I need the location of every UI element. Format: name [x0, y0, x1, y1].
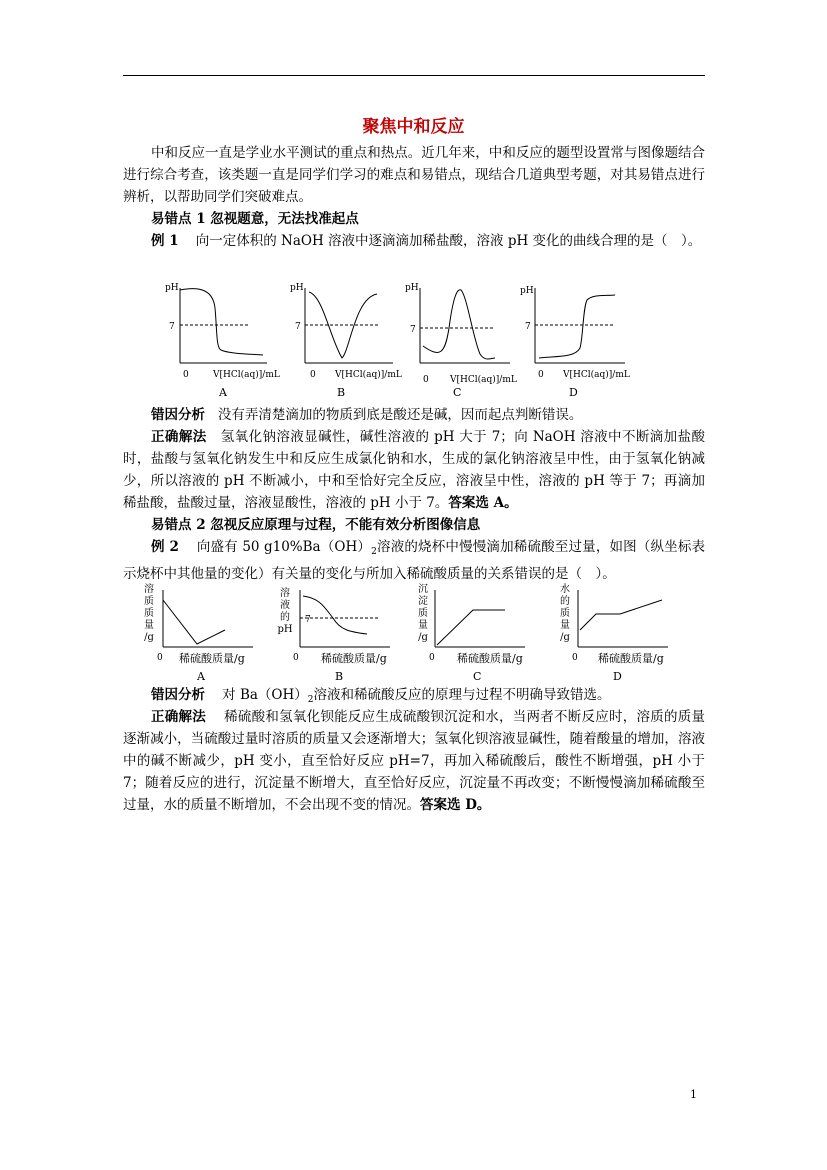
example2-text-post: 溶液的烧杯中慢慢滴加稀硫酸至过量，如图（纵坐标表示烧杯中其他量的变化）有关量的变化与所加入稀硫酸质量的关系错误的是（ ）。: [123, 539, 706, 582]
example2-graphs: [135, 580, 695, 684]
example1-paragraph: [123, 230, 705, 252]
graphD-ylabel: pH: [520, 286, 534, 296]
graphA-letter: A: [219, 386, 227, 399]
graphC-letter: C: [453, 386, 462, 399]
solution1-label: 正确解法: [151, 429, 207, 445]
graphB-seven: 7: [295, 322, 301, 332]
graphD-origin: 0: [538, 370, 544, 380]
graphD2-letter: D: [613, 670, 622, 683]
graphB-origin: 0: [310, 370, 316, 380]
example2-text-pre: 向盛有 50 g10%Ba（OH）: [196, 539, 372, 555]
analysis2-subscript: 2: [307, 695, 314, 705]
example1-graphs: [155, 278, 655, 400]
graphA-xlabel: V[HCl(aq)]/mL: [213, 370, 280, 380]
graphB2-ylabel-3: 的: [280, 612, 290, 623]
graphB2-seven: 7: [305, 615, 311, 625]
graphA2-ylabel-5: /g: [144, 632, 154, 643]
graphB2-ylabel-1: 溶: [280, 588, 290, 599]
graphD-letter: D: [569, 386, 578, 399]
graphA2-xlabel: 稀硫酸质量/g: [179, 652, 245, 665]
page-title: 聚焦中和反应: [362, 117, 465, 137]
graphB2-origin: 0: [293, 653, 299, 663]
graphA2-ylabel-4: 量: [144, 620, 154, 631]
example2-subscript: 2: [371, 547, 377, 557]
graphD2-ylabel-3: 质: [560, 608, 570, 619]
solution2-paragraph: [123, 706, 705, 816]
example1-label: 例 1: [151, 233, 179, 249]
intro-paragraph: 中和反应一直是学业水平测试的重点和热点。近几年来，中和反应的题型设置常与图像题结合进行综合考查，该类题一直是同学们学习的难点和易错点，现结合几道典型考题，对其易错点进行辨析，以帮助同学们突破难点。: [123, 145, 705, 205]
graphA-ylabel: pH: [165, 283, 179, 293]
graphC2-letter: C: [473, 670, 482, 683]
header-rule: [123, 75, 705, 76]
graphD2-ylabel-5: /g: [560, 632, 570, 643]
analysis2-text-pre: 对 Ba（OH）: [222, 687, 308, 703]
solution1-paragraph: [123, 426, 705, 514]
graphD-seven: 7: [525, 322, 531, 332]
graphB2-ylabel-4: pH: [277, 624, 293, 635]
section1-heading: 易错点 1 忽视题意，无法找准起点: [151, 211, 359, 227]
solution2-label: 正确解法: [151, 709, 206, 725]
graphD-xlabel: V[HCl(aq)]/mL: [563, 370, 630, 380]
answer1: 答案选 A。: [448, 495, 518, 511]
example2-paragraph: [123, 536, 705, 585]
analysis1-label: 错因分析: [151, 407, 205, 423]
analysis2-label: 错因分析: [151, 687, 205, 703]
section2-heading: 易错点 2 忽视反应原理与过程，不能有效分析图像信息: [151, 517, 481, 533]
graphB2-ylabel-2: 液: [280, 600, 290, 611]
graphC-xlabel: V[HCl(aq)]/mL: [450, 375, 517, 385]
graphA-seven: 7: [169, 322, 175, 332]
graphB-ylabel: pH: [290, 283, 304, 293]
graphC2-ylabel-4: 量: [418, 620, 428, 631]
graphD2-ylabel-4: 量: [560, 620, 570, 631]
graphA2-origin: 0: [157, 653, 163, 663]
graphC-ylabel: pH: [405, 283, 419, 293]
page-number: 1: [690, 1088, 697, 1101]
graphD2-ylabel-2: 的: [560, 596, 570, 607]
example1-text: 向一定体积的 NaOH 溶液中逐滴滴加稀盐酸，溶液 pH 变化的曲线合理的是（ ）。: [195, 233, 702, 249]
graphC2-ylabel-3: 质: [418, 608, 428, 619]
analysis1-paragraph: [123, 404, 705, 426]
graphA2-ylabel-1: 溶: [144, 584, 154, 595]
graphC2-ylabel-5: /g: [418, 632, 428, 643]
graphB-letter: B: [337, 386, 346, 399]
graphA-origin: 0: [183, 370, 189, 380]
graphB2-letter: B: [335, 670, 344, 683]
graphC-origin: 0: [423, 375, 429, 385]
graphD2-origin: 0: [572, 653, 578, 663]
graphC2-ylabel-2: 淀: [418, 596, 428, 607]
graphC-seven: 7: [410, 325, 416, 335]
graphB2-xlabel: 稀硫酸质量/g: [321, 652, 387, 665]
example2-label: 例 2: [151, 539, 179, 555]
graphC2-ylabel-1: 沉: [418, 584, 428, 595]
graphC2-xlabel: 稀硫酸质量/g: [457, 652, 523, 665]
graphA2-letter: A: [197, 670, 205, 683]
graphA2-ylabel-2: 质: [144, 596, 154, 607]
solution2-text: 稀硫酸和氢氧化钡能反应生成硫酸钡沉淀和水，当两者不断反应时，溶质的质量逐渐减小，当硫酸过量时溶质的质量又会逐渐增大；氢氧化钡溶液显碱性，随着酸量的增加，溶液中的碱不断减少，pH 变小，直至恰好反应 pH=7，再加入稀硫酸后，酸性不断增强，pH 小于 7；随着反应的进行，沉淀量不断增大，直至恰好反应，沉淀量不再改变；不断慢慢滴加稀硫酸至过量，水的质量不断增加，不会出现不变的情况。: [123, 709, 706, 813]
analysis1-text: 没有弄清楚滴加的物质到底是酸还是碱，因而起点判断错误。: [217, 407, 583, 423]
graphB-xlabel: V[HCl(aq)]/mL: [335, 370, 402, 380]
graphC2-origin: 0: [429, 653, 435, 663]
graphD2-xlabel: 稀硫酸质量/g: [598, 652, 664, 665]
graphA2-ylabel-3: 质: [144, 608, 154, 619]
solution1-text: 氢氧化钠溶液显碱性，碱性溶液的 pH 大于 7；向 NaOH 溶液中不断滴加盐酸时，盐酸与氢氧化钠发生中和反应生成氯化钠和水，生成的氯化钠溶液呈中性，由于氢氧化钠减少，所以溶液的 pH 不断减小，中和至恰好完全反应，溶液呈中性，溶液的 pH 等于 7；再滴加稀盐酸，盐酸过量，溶液显酸性，溶液的 pH 小于 7。: [123, 429, 706, 511]
answer2: 答案选 D。: [420, 797, 491, 813]
analysis2-text-post: 溶液和稀硫酸反应的原理与过程不明确导致错选。: [313, 687, 611, 703]
graphD2-ylabel-1: 水: [560, 584, 570, 595]
